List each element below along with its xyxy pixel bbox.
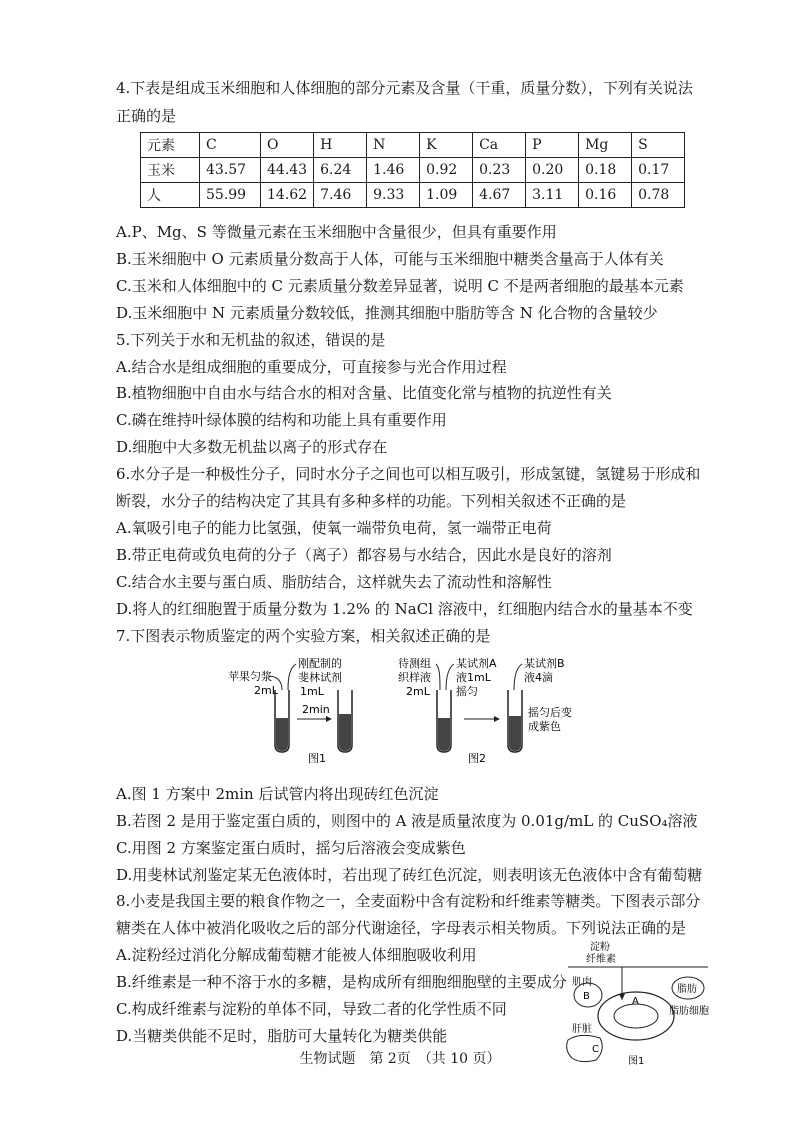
fig2-tube-right-liquid	[509, 716, 521, 751]
fig1-apple-label: 苹果匀浆	[228, 670, 272, 683]
fig2-arrow-reagent-a	[446, 664, 454, 690]
fig1-apple-volume: 2mL	[254, 684, 278, 697]
fig1-time-label: 2min	[302, 703, 330, 716]
fig-absorb-arrowhead	[619, 994, 625, 1000]
fig1-tube-right-liquid	[339, 714, 351, 751]
q5-option-a: A.结合水是组成细胞的重要成分，可直接参与光合作用过程	[116, 358, 507, 376]
table-cell: 4.67	[473, 183, 526, 208]
fig2-reagent-b-label1: 某试剂B	[524, 657, 565, 670]
q5-stem: 5.下列关于水和无机盐的叙述，错误的是	[116, 331, 386, 349]
q8-option-a: A.淀粉经过消化分解成葡萄糖才能被人体细胞吸收利用	[116, 946, 477, 964]
table-cell: 43.57	[200, 158, 261, 183]
fig-liver-label: 肝脏	[572, 1024, 592, 1035]
fig1-tube-left	[275, 690, 289, 752]
fig2-reagent-a-label3: 摇匀	[456, 685, 478, 698]
table-cell: 55.99	[200, 183, 261, 208]
table-cell: 7.46	[314, 183, 367, 208]
q7-option-d: D.用斐林试剂鉴定某无色液体时，若出现了砖红色沉淀，则表明该无色液体中含有葡萄糖	[116, 866, 703, 884]
table-cell: 14.62	[261, 183, 314, 208]
q8-stem-line1: 8.小麦是我国主要的粮食作物之一，全麦面粉中含有淀粉和纤维素等糖类。下图表示部分	[116, 892, 701, 910]
fig-cellulose-label: 纤维素	[586, 954, 616, 965]
fig1-arrow-a	[268, 676, 282, 690]
page-footer: 生物试题 第 2页 （共 10 页）	[299, 1051, 501, 1067]
table-cell: 0.17	[632, 158, 685, 183]
fig-muscle-shape	[574, 983, 602, 1007]
fig1-fehling-label1: 刚配制的	[298, 657, 342, 670]
q6-stem-line2: 断裂，水分子的结构决定了其具有多种多样的功能。下列相关叙述不正确的是	[116, 492, 627, 510]
fig-label-b: B	[583, 991, 590, 1002]
fig1-arrow-b	[288, 664, 296, 690]
table-row	[141, 183, 685, 208]
fig-adipose-label: 脂肪细胞	[669, 1006, 709, 1017]
q7-option-c: C.用图 2 方案鉴定蛋白质时，摇匀后溶液会变成紫色	[116, 839, 466, 857]
q6-stem-line1: 6.水分子是一种极性分子，同时水分子之间也可以相互吸引，形成氢键，氢键易于形成和	[116, 465, 701, 483]
q6-option-d: D.将人的红细胞置于质量分数为 1.2% 的 NaCl 溶液中，红细胞内结合水的量基本不变	[116, 600, 693, 618]
table-cell: S	[632, 133, 685, 158]
fig-label-a: A	[632, 996, 639, 1007]
q5-option-c: C.磷在维持叶绿体膜的结构和功能上具有重要作用	[116, 411, 447, 429]
fig2-result-label1: 摇匀后变	[528, 706, 572, 719]
q5-option-d: D.细胞中大多数无机盐以离子的形式存在	[116, 438, 388, 456]
q6-option-a: A.氧吸引电子的能力比氢强，使氧一端带负电荷，氢一端带正电荷	[116, 519, 552, 537]
q4-option-a: A.P、Mg、S 等微量元素在玉米细胞中含量很少，但具有重要作用	[116, 223, 557, 241]
table-cell: 元素	[141, 133, 200, 158]
fig-fat-shape	[672, 977, 704, 999]
fig1-time-arrowhead	[326, 716, 332, 722]
q4-stem-line1: 4.下表是组成玉米细胞和人体细胞的部分元素及含量（干重，质量分数），下列有关说法	[116, 79, 693, 97]
table-cell: 44.43	[261, 158, 314, 183]
fig-caption: 图1	[628, 1056, 645, 1067]
fig-starch-label: 淀粉	[590, 942, 610, 953]
q8-option-c: C.构成纤维素与淀粉的单体不同，导致二者的化学性质不同	[116, 1000, 507, 1018]
q7-option-a: A.图 1 方案中 2min 后试管内将出现砖红色沉淀	[116, 785, 439, 803]
fig2-sample-label1: 待测组	[398, 657, 431, 670]
fig2-reagent-a-label2: 液1mL	[456, 671, 491, 684]
fig-circulation-outer	[598, 992, 674, 1040]
table-row	[141, 133, 685, 158]
q8-stem-line2: 糖类在人体中被消化吸收之后的部分代谢途径，字母表示相关物质。下列说法正确的是	[116, 919, 687, 937]
fig1-tube-right	[338, 690, 352, 752]
figure-1	[228, 656, 352, 765]
q4-option-b: B.玉米细胞中 O 元素质量分数高于人体，可能与玉米细胞中糖类含量高于人体有关	[116, 250, 664, 268]
table-cell: 人	[141, 183, 200, 208]
table-cell: 玉米	[141, 158, 200, 183]
fig2-reagent-b-label2: 液4滴	[524, 671, 553, 684]
fig1-fehling-volume: 1mL	[300, 685, 324, 698]
table-cell: 1.09	[420, 183, 473, 208]
q4-stem-line2: 正确的是	[116, 107, 177, 125]
fig-fat-label: 脂肪	[677, 984, 697, 995]
fig2-reagent-a-label1: 某试剂A	[456, 657, 497, 670]
q7-option-b: B.若图 2 是用于鉴定蛋白质的，则图中的 A 液是质量浓度为 0.01g/mL 的 CuSO₄溶液	[116, 812, 698, 830]
table-cell: Mg	[579, 133, 632, 158]
fig2-caption: 图2	[468, 752, 486, 765]
fig-muscle-label: 肌肉	[572, 977, 592, 988]
q5-option-b: B.植物细胞中自由水与结合水的相对含量、比值变化常与植物的抗逆性有关	[116, 384, 612, 402]
table-cell: 1.46	[367, 158, 420, 183]
element-content-table	[140, 132, 685, 208]
q7-stem: 7.下图表示物质鉴定的两个实验方案，相关叙述正确的是	[116, 627, 491, 645]
fig2-arrow-reagent-b	[514, 664, 522, 690]
table-cell: Ca	[473, 133, 526, 158]
q6-option-c: C.结合水主要与蛋白质、脂肪结合，这样就失去了流动性和溶解性	[116, 573, 552, 591]
figure-2	[398, 656, 572, 765]
table-cell: 3.11	[526, 183, 579, 208]
q8-option-b: B.纤维素是一种不溶于水的多糖，是构成所有细胞细胞壁的主要成分	[116, 973, 567, 991]
table-cell: O	[261, 133, 314, 158]
table-cell: 0.20	[526, 158, 579, 183]
q8-option-d: D.当糖类供能不足时，脂肪可大量转化为糖类供能	[116, 1027, 448, 1045]
table-cell: 6.24	[314, 158, 367, 183]
table-cell: 0.18	[579, 158, 632, 183]
fig-label-c: C	[592, 1044, 599, 1055]
fig2-result-label2: 成紫色	[528, 720, 561, 733]
fig2-sample-volume: 2mL	[406, 685, 430, 698]
table-cell: 0.23	[473, 158, 526, 183]
fig1-tube-left-liquid	[276, 718, 288, 751]
fig-circulation-inner	[614, 1004, 658, 1028]
table-cell: H	[314, 133, 367, 158]
q4-option-c: C.玉米和人体细胞中的 C 元素质量分数差异显著，说明 C 不是两者细胞的最基本元素	[116, 277, 684, 295]
table-cell: 0.16	[579, 183, 632, 208]
table-cell: 0.78	[632, 183, 685, 208]
table-cell: N	[367, 133, 420, 158]
table-row	[141, 158, 685, 183]
fig2-tube-left-liquid	[438, 718, 450, 751]
table-cell: 9.33	[367, 183, 420, 208]
fig2-transfer-arrowhead	[494, 716, 500, 722]
fig1-caption: 图1	[308, 752, 326, 765]
fig1-fehling-label2: 斐林试剂	[298, 671, 342, 684]
fig2-sample-label2: 织样液	[398, 671, 431, 684]
table-cell: K	[420, 133, 473, 158]
table-cell: 0.92	[420, 158, 473, 183]
q6-option-b: B.带正电荷或负电荷的分子（离子）都容易与水结合，因此水是良好的溶剂	[116, 546, 612, 564]
table-cell: C	[200, 133, 261, 158]
fig2-tube-right	[508, 690, 522, 752]
fig2-arrow-sample	[436, 664, 440, 690]
fig2-tube-left	[437, 690, 451, 752]
q4-option-d: D.玉米细胞中 N 元素质量分数较低，推测其细胞中脂肪等含 N 化合物的含量较少	[116, 304, 658, 322]
table-cell: P	[526, 133, 579, 158]
